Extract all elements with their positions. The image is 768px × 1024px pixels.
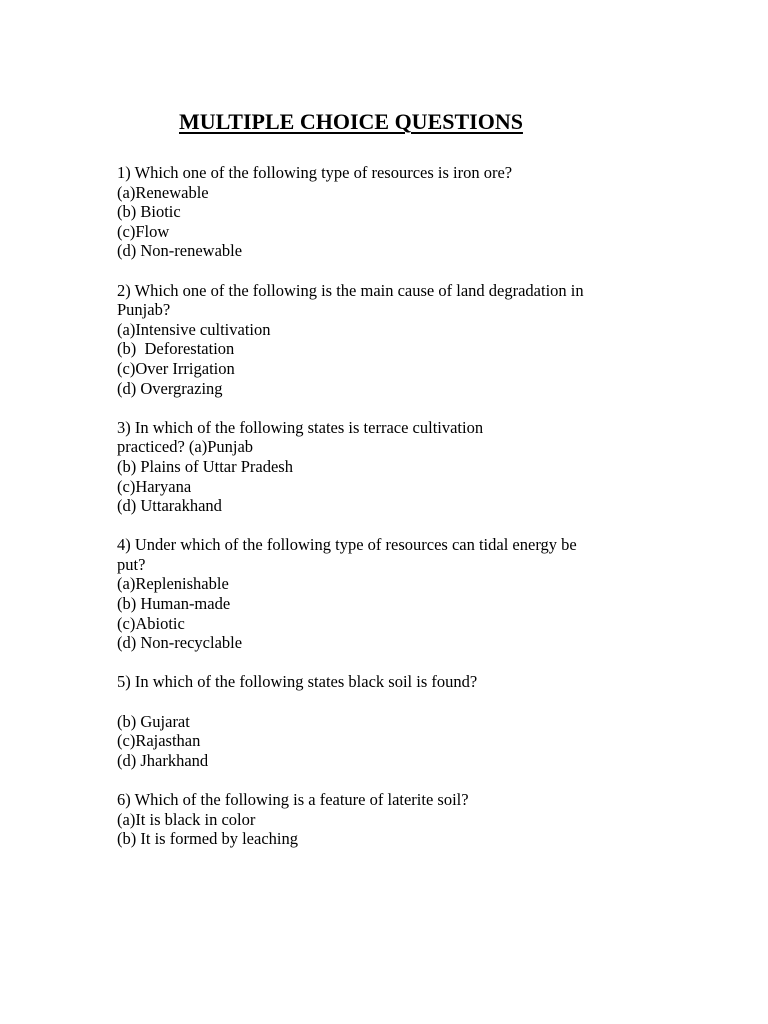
question-5 bbox=[117, 672, 677, 770]
question-list bbox=[117, 163, 677, 868]
question-stem-continued: put? bbox=[117, 554, 146, 574]
question-1 bbox=[117, 163, 677, 261]
answer-option: (b) Plains of Uttar Pradesh bbox=[117, 456, 293, 476]
answer-option: (b) It is formed by leaching bbox=[117, 829, 298, 849]
question-stem-continued: practiced? (a)Punjab bbox=[117, 437, 254, 457]
question-4 bbox=[117, 535, 677, 653]
question-stem: 2) Which one of the following is the main cause of land degradation in bbox=[117, 280, 584, 300]
answer-option: (b) Biotic bbox=[117, 202, 181, 222]
question-6 bbox=[117, 790, 677, 849]
question-stem: 6) Which of the following is a feature of laterite soil? bbox=[117, 790, 469, 809]
page-title: MULTIPLE CHOICE QUESTIONS bbox=[179, 109, 523, 134]
blank-line bbox=[117, 692, 677, 712]
answer-option: (d) Non-renewable bbox=[117, 241, 243, 261]
answer-option: (d) Uttarakhand bbox=[117, 496, 222, 516]
question-stem: 4) Under which of the following type of resources can tidal energy be bbox=[117, 535, 577, 555]
answer-option: (b) Deforestation bbox=[117, 339, 235, 359]
answer-option: (b) Human-made bbox=[117, 594, 231, 614]
question-stem-continued: Punjab? bbox=[117, 300, 171, 320]
question-stem: 1) Which one of the following type of resources is iron ore? bbox=[117, 163, 513, 182]
question-3 bbox=[117, 418, 677, 516]
answer-option: (d) Jharkhand bbox=[117, 750, 209, 770]
answer-option: (a)It is black in color bbox=[117, 809, 256, 829]
answer-option: (c)Flow bbox=[117, 221, 170, 241]
answer-option: (a)Renewable bbox=[117, 182, 209, 202]
answer-option: (c)Haryana bbox=[117, 476, 192, 496]
answer-option: (c)Over Irrigation bbox=[117, 358, 235, 378]
question-stem: 5) In which of the following states black soil is found? bbox=[117, 672, 478, 692]
answer-option: (d) Non-recyclable bbox=[117, 633, 243, 653]
answer-option: (a)Intensive cultivation bbox=[117, 319, 271, 339]
question-2 bbox=[117, 281, 677, 399]
answer-option: (b) Gujarat bbox=[117, 711, 190, 731]
answer-option: (a)Replenishable bbox=[117, 574, 229, 594]
question-stem: 3) In which of the following states is terrace cultivation bbox=[117, 417, 484, 437]
answer-option: (d) Overgrazing bbox=[117, 378, 223, 398]
answer-option: (c)Abiotic bbox=[117, 613, 185, 633]
answer-option: (c)Rajasthan bbox=[117, 731, 201, 751]
